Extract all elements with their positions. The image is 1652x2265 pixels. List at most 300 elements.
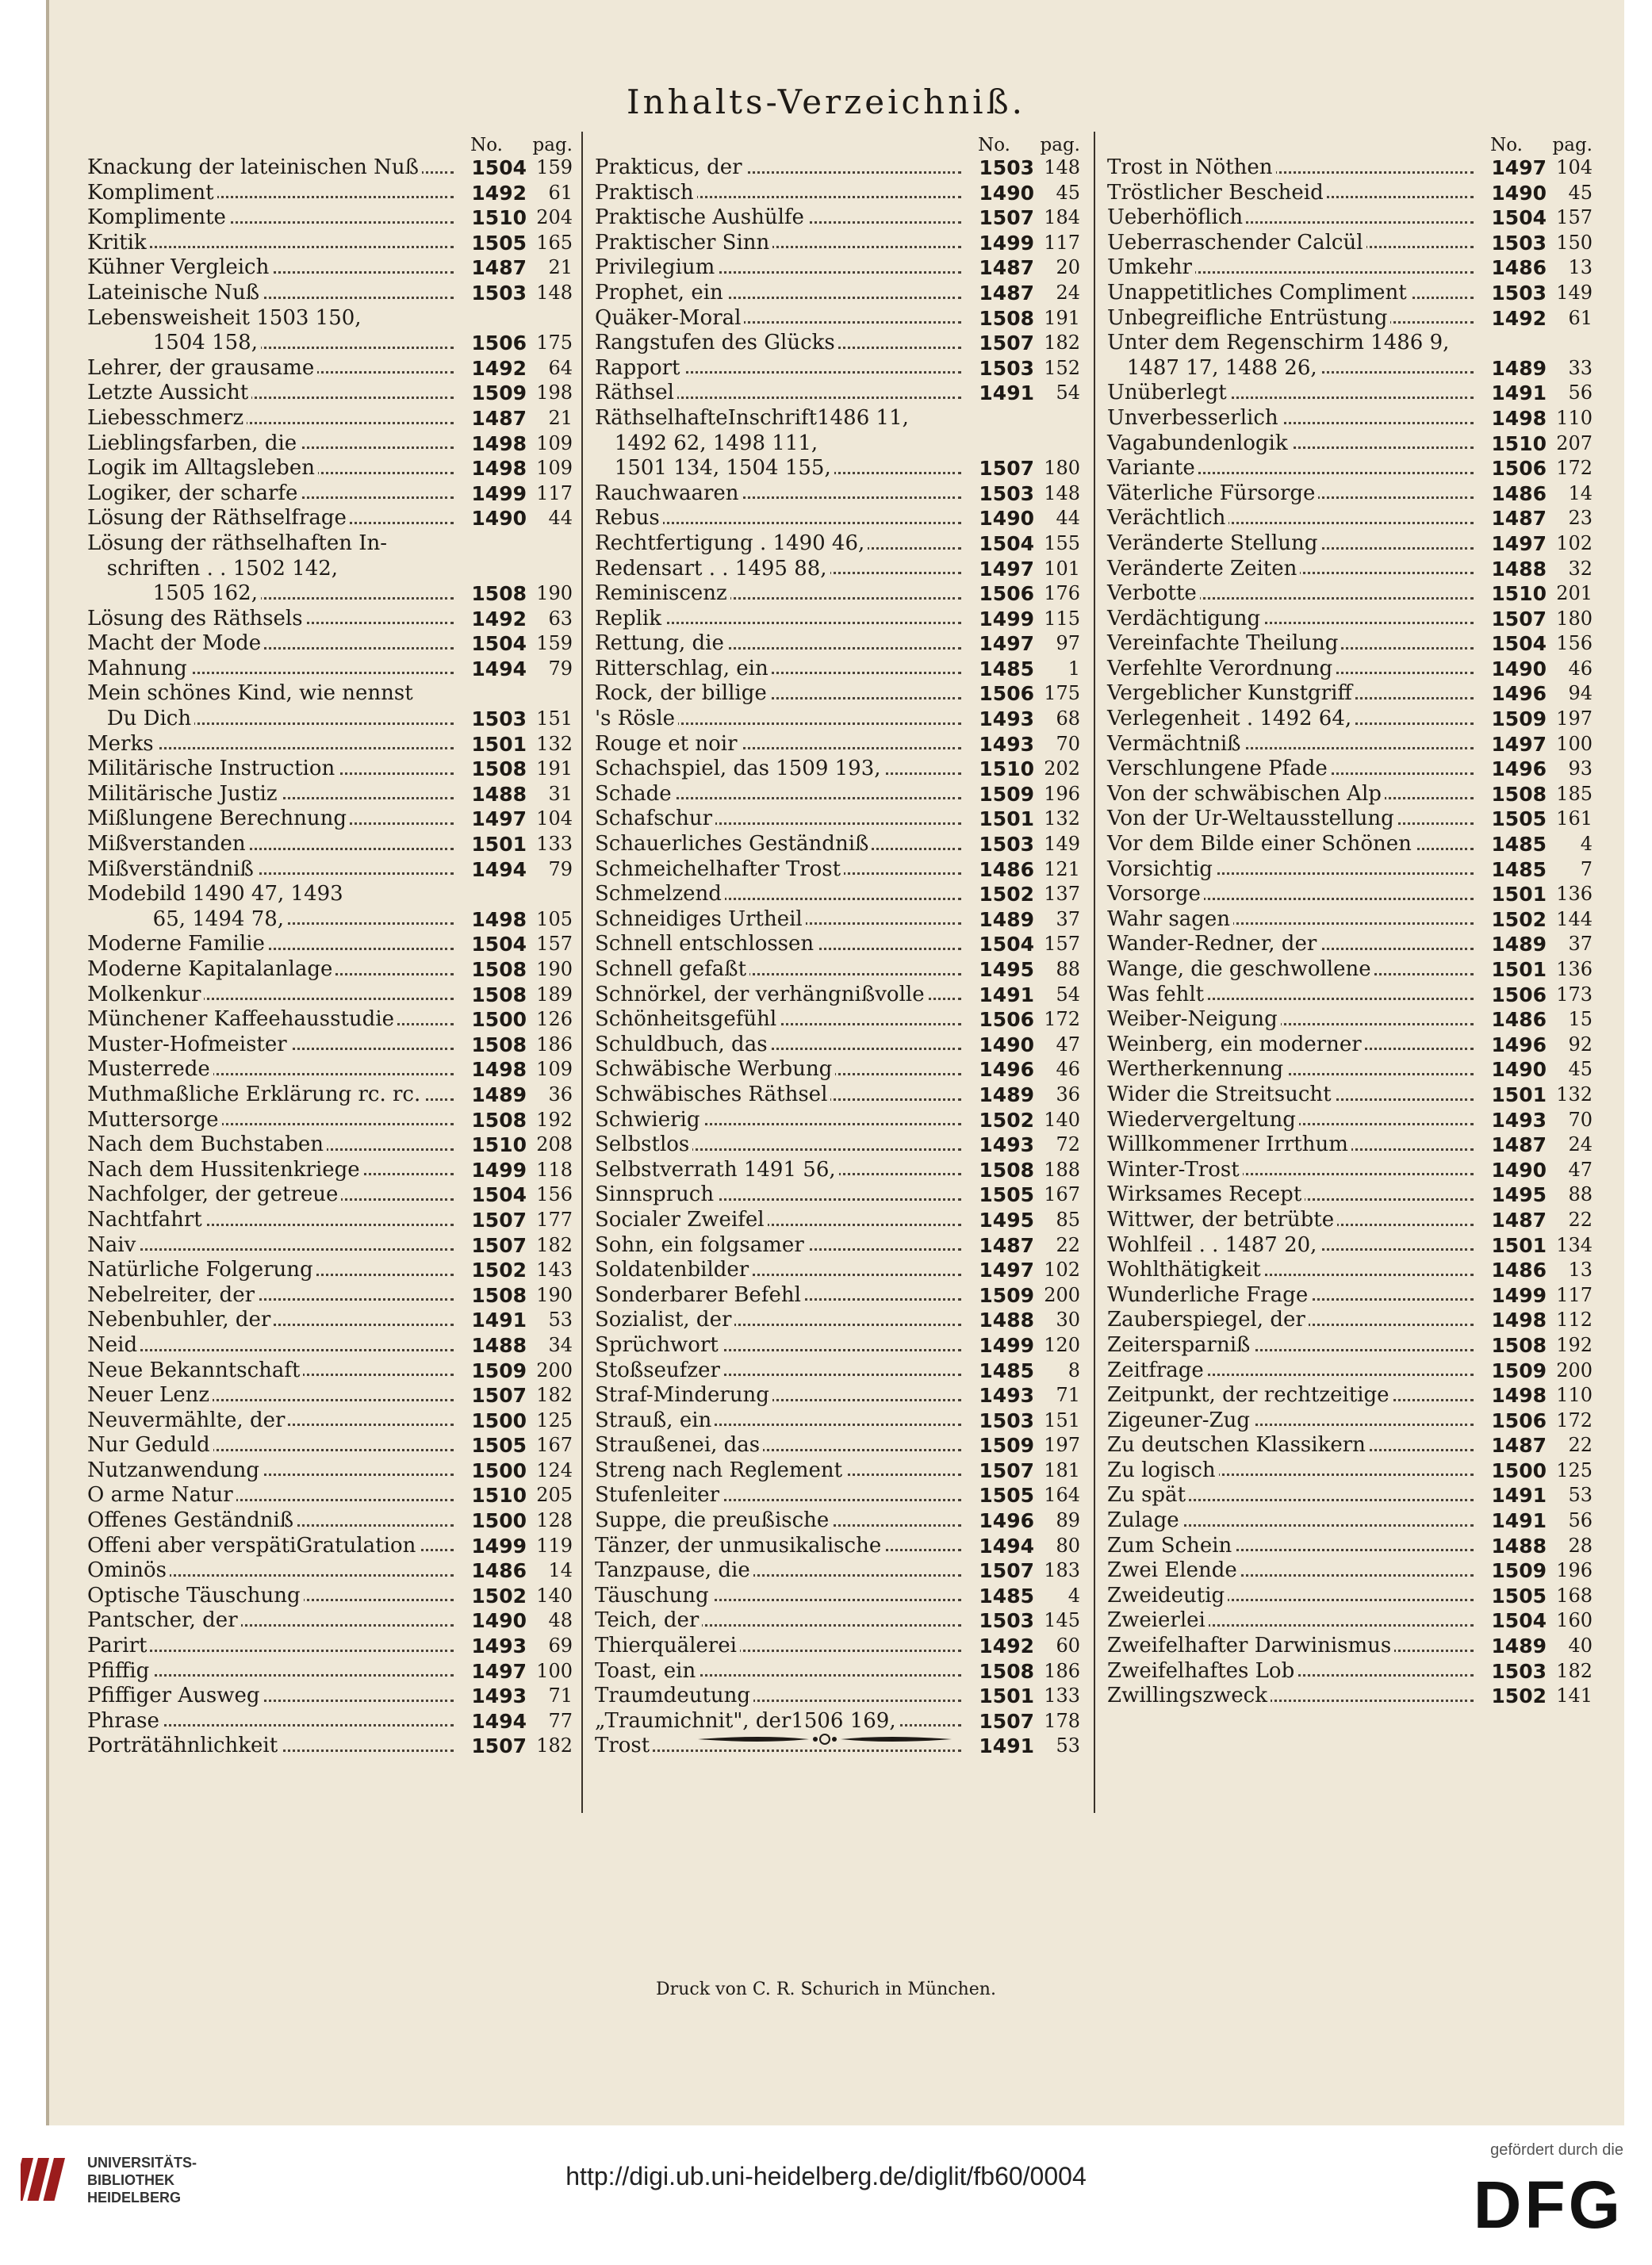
page-number: 204: [536, 206, 573, 229]
issue-number: 1496: [1488, 681, 1547, 707]
index-entry: [87, 757, 573, 782]
page-number: 181: [1044, 1458, 1080, 1481]
issue-number: 1485: [975, 1359, 1034, 1384]
entry-title: Zu spät: [1107, 1483, 1189, 1508]
entry-title: Willkommener Irrthum: [1107, 1132, 1351, 1158]
entry-title: Lehrer, der grausame: [87, 356, 317, 381]
entry-title: Rettung, die: [595, 631, 727, 657]
entry-title: Pfiffig: [87, 1659, 152, 1684]
entry-title: Unbegreifliche Entrüstung: [1107, 306, 1390, 332]
page-number: 79: [548, 857, 573, 880]
issue-number: 1501: [468, 832, 527, 857]
issue-number: 1497: [468, 807, 527, 832]
column-divider: [1094, 132, 1095, 1813]
page-number: 205: [536, 1484, 573, 1507]
index-entry: [595, 1584, 1080, 1609]
index-entry: [595, 807, 1080, 832]
page-number: 53: [1056, 1734, 1080, 1757]
page-number: 20: [1056, 256, 1080, 279]
issue-number: 1495: [975, 957, 1034, 983]
page-number: 175: [536, 332, 573, 355]
entry-title: Verbotte: [1107, 581, 1200, 607]
index-entry: [595, 857, 1080, 883]
page-number: 164: [1044, 1484, 1080, 1507]
entry-title: Schmeichelhafter Trost: [595, 857, 844, 883]
issue-number: 1490: [975, 1033, 1034, 1058]
issue-number: 1492: [468, 181, 527, 206]
page-number: 144: [1556, 907, 1593, 930]
index-column-1: [87, 132, 573, 1759]
issue-number: 1508: [468, 581, 527, 607]
entry-title: Vorsichtig: [1107, 857, 1216, 883]
index-entry: [87, 1584, 573, 1609]
entry-title: Musterrede: [87, 1057, 213, 1083]
entry-title: Schwierig: [595, 1108, 703, 1133]
entry-title: Quäker-Moral: [595, 306, 744, 332]
index-entry: [87, 907, 573, 933]
index-entry: [87, 456, 573, 481]
issue-number: 1506: [1488, 456, 1547, 481]
entry-title: Täuschung: [595, 1584, 712, 1609]
issue-number: 1503: [975, 155, 1034, 181]
issue-number: 1507: [468, 1734, 527, 1759]
issue-number: 1508: [1488, 782, 1547, 807]
entry-title: Natürliche Folgerung: [87, 1258, 316, 1283]
page-number: 60: [1056, 1635, 1080, 1658]
index-entry: [87, 1333, 573, 1359]
entry-title: Mahnung: [87, 657, 190, 682]
page-number: 172: [1044, 1008, 1080, 1031]
entry-title: Du Dich: [87, 707, 194, 732]
index-entry: [595, 1383, 1080, 1408]
index-entry: [595, 681, 1080, 707]
index-entry: [87, 1659, 573, 1684]
issue-number: 1506: [975, 581, 1034, 607]
index-entry: [1107, 907, 1593, 933]
entry-title: Lösung der räthselhaften In-: [87, 531, 390, 557]
entry-title: Wunderliche Frage: [1107, 1283, 1311, 1309]
entry-title: Mein schönes Kind, wie nennst: [87, 681, 416, 707]
issue-number: 1501: [1488, 957, 1547, 983]
entry-title: Weinberg, ein moderner: [1107, 1033, 1365, 1058]
entry-title: Rechtfertigung . 1490 46,: [595, 531, 868, 557]
issue-number: 1508: [468, 1108, 527, 1133]
issue-number: 1510: [468, 1483, 527, 1508]
issue-number: 1495: [1488, 1182, 1547, 1208]
issue-number: 1508: [468, 1033, 527, 1058]
entry-title: Streng nach Reglement: [595, 1458, 845, 1484]
issue-number: 1508: [468, 1283, 527, 1309]
entry-title: Schuldbuch, das: [595, 1033, 771, 1058]
issue-number: 1487: [975, 281, 1034, 306]
issue-number: 1489: [975, 1083, 1034, 1108]
issue-number: 1490: [1488, 1158, 1547, 1183]
issue-number: 1489: [1488, 932, 1547, 957]
index-entry: [595, 1458, 1080, 1484]
index-entry: [1107, 1584, 1593, 1609]
page-number: 8: [1067, 1359, 1080, 1382]
page-number: 22: [1568, 1208, 1593, 1231]
page-number: 45: [1568, 181, 1593, 204]
entry-title: Privilegium: [595, 255, 718, 281]
entry-title: Schwäbische Werbung: [595, 1057, 835, 1083]
issue-number: 1509: [1488, 707, 1547, 732]
entry-title: Liebesschmerz: [87, 406, 247, 431]
issue-number: 1510: [975, 757, 1034, 782]
page-number: 89: [1056, 1509, 1080, 1532]
page-number: 184: [1044, 206, 1080, 229]
page-number: 133: [536, 833, 573, 856]
page-number: 13: [1568, 256, 1593, 279]
entry-title: Vereinfachte Theilung: [1107, 631, 1341, 657]
entry-title: Socialer Zweifel: [595, 1208, 768, 1233]
index-entry: [595, 1033, 1080, 1058]
entry-title: Rock, der billige: [595, 681, 770, 707]
page-number: 4: [1580, 833, 1593, 856]
page-number: 110: [1556, 406, 1593, 429]
index-entry: [595, 1233, 1080, 1259]
page-number: 157: [1044, 933, 1080, 956]
index-entry: [1107, 281, 1593, 306]
issue-number: 1503: [975, 832, 1034, 857]
entry-title: Vermächtniß: [1107, 732, 1244, 757]
index-entry: [87, 832, 573, 857]
page-number: 23: [1568, 507, 1593, 530]
entry-title: Muster-Hofmeister: [87, 1033, 290, 1058]
page-number: 72: [1056, 1133, 1080, 1156]
entry-title: Wander-Redner, der: [1107, 932, 1320, 957]
index-entry: [87, 557, 573, 582]
page-number: 37: [1568, 933, 1593, 956]
index-entry: [87, 1007, 573, 1033]
leader-dots: [87, 1248, 454, 1251]
entry-title: Parirt: [87, 1634, 150, 1659]
issue-number: 1499: [975, 607, 1034, 632]
entry-title: „Traumichnit", der1506 169,: [595, 1709, 899, 1734]
column-header: [1107, 132, 1593, 155]
page-number: 34: [548, 1333, 573, 1356]
index-entry: [595, 306, 1080, 332]
issue-number: 1498: [468, 456, 527, 481]
issue-number: 1503: [1488, 281, 1547, 306]
page-number: 159: [536, 632, 573, 655]
index-entry: [1107, 631, 1593, 657]
issue-number: 1504: [468, 631, 527, 657]
page-number: 63: [548, 607, 573, 630]
issue-number: 1503: [975, 1608, 1034, 1634]
entry-title: Verlegenheit . 1492 64,: [1107, 707, 1355, 732]
entry-title: 65, 1494 78,: [87, 907, 287, 933]
entry-title: Offeni aber verspätiGratulation: [87, 1534, 419, 1559]
issue-number: 1499: [468, 1158, 527, 1183]
page-number: 186: [1044, 1659, 1080, 1682]
index-entry: [595, 983, 1080, 1008]
page-number: 13: [1568, 1259, 1593, 1282]
header-no: No.: [470, 135, 503, 155]
index-entry: [87, 607, 573, 632]
issue-number: 1505: [468, 1433, 527, 1458]
page-number: 165: [536, 231, 573, 254]
entry-title: Suppe, die preußische: [595, 1508, 832, 1534]
entry-title: Praktische Aushülfe: [595, 205, 807, 231]
entry-title: Straf-Minderung: [595, 1383, 772, 1408]
page-number: 173: [1556, 983, 1593, 1006]
entry-title: Väterliche Fürsorge: [1107, 481, 1318, 507]
entry-title: Moderne Kapitalanlage: [87, 957, 335, 983]
index-entry: [1107, 1057, 1593, 1083]
index-entry: [595, 732, 1080, 757]
issue-number: 1489: [468, 1083, 527, 1108]
entry-title: Tänzer, der unmusikalische: [595, 1534, 884, 1559]
index-entry: [87, 983, 573, 1008]
index-entry: [87, 1182, 573, 1208]
page-number: 37: [1056, 907, 1080, 930]
entry-title: Sozialist, der: [595, 1308, 734, 1333]
issue-number: 1493: [975, 1383, 1034, 1408]
index-entry: [1107, 957, 1593, 983]
issue-number: 1490: [975, 506, 1034, 531]
index-entry: [1107, 406, 1593, 431]
page-number: 28: [1568, 1534, 1593, 1557]
issue-number: 1504: [975, 932, 1034, 957]
entry-title: Lösung des Räthsels: [87, 607, 306, 632]
entry-title: Ueberraschender Calcül: [1107, 231, 1366, 256]
issue-number: 1490: [1488, 657, 1547, 682]
entry-title: Logik im Alltagsleben: [87, 456, 318, 481]
index-entry: [87, 1283, 573, 1309]
page-number: 189: [536, 983, 573, 1006]
entry-title: Schade: [595, 782, 675, 807]
index-entry: [595, 406, 1080, 431]
index-entry: [1107, 1158, 1593, 1183]
issue-number: 1496: [1488, 757, 1547, 782]
index-entry: [1107, 832, 1593, 857]
page-number: 125: [536, 1408, 573, 1431]
issue-number: 1509: [975, 782, 1034, 807]
entry-title: Ominös: [87, 1558, 170, 1584]
issue-number: 1498: [1488, 1308, 1547, 1333]
issue-number: 1498: [1488, 406, 1547, 431]
issue-number: 1502: [975, 882, 1034, 907]
index-entry: [1107, 657, 1593, 682]
index-entry: [87, 1433, 573, 1458]
page-number: 160: [1556, 1609, 1593, 1632]
page-title: Inhalts-Verzeichniß.: [626, 82, 1025, 121]
index-entry: [1107, 1608, 1593, 1634]
entry-title: Nach dem Hussitenkriege: [87, 1158, 363, 1183]
page-number: 22: [1568, 1434, 1593, 1457]
index-entry: [87, 1558, 573, 1584]
page-number: 157: [1556, 206, 1593, 229]
entry-title: Praktischer Sinn: [595, 231, 772, 256]
entry-title: Trost: [595, 1734, 653, 1759]
issue-number: 1487: [1488, 506, 1547, 531]
issue-number: 1502: [1488, 1684, 1547, 1709]
entry-title: Stoßseufzer: [595, 1359, 723, 1384]
page-number: 132: [1044, 807, 1080, 830]
page-number: 117: [1044, 231, 1080, 254]
index-entry: [595, 1182, 1080, 1208]
page-number: 68: [1056, 707, 1080, 730]
entry-title: Straußenei, das: [595, 1433, 763, 1458]
issue-number: 1504: [975, 531, 1034, 557]
issue-number: 1507: [975, 1458, 1034, 1484]
printer-imprint: Druck von C. R. Schurich in München.: [656, 1979, 996, 1999]
index-entry: [1107, 1534, 1593, 1559]
issue-number: 1502: [975, 1108, 1034, 1133]
page-number: 30: [1056, 1309, 1080, 1332]
page-number: 182: [1556, 1659, 1593, 1682]
page-number: 109: [536, 1058, 573, 1081]
index-entry: [1107, 807, 1593, 832]
page-number: 133: [1044, 1684, 1080, 1707]
entry-title: Von der schwäbischen Alp: [1107, 782, 1385, 807]
index-entry: [1107, 1659, 1593, 1684]
issue-number: 1497: [975, 557, 1034, 582]
issue-number: 1492: [1488, 306, 1547, 332]
issue-number: 1502: [1488, 907, 1547, 933]
issue-number: 1504: [468, 1182, 527, 1208]
issue-number: 1491: [1488, 381, 1547, 406]
issue-number: 1487: [1488, 1433, 1547, 1458]
permalink-url[interactable]: http://digi.ub.uni-heidelberg.de/diglit/fb60/0004: [565, 2162, 1087, 2190]
index-entry: [595, 1108, 1080, 1133]
index-entry: [1107, 1634, 1593, 1659]
column-header: [595, 132, 1080, 155]
index-entry: [87, 1033, 573, 1058]
issue-number: 1509: [1488, 1359, 1547, 1384]
entry-title: Militärische Justiz: [87, 782, 281, 807]
page-number: 197: [1044, 1434, 1080, 1457]
entry-title: Vor dem Bilde einer Schönen: [1107, 832, 1415, 857]
index-entry: [595, 381, 1080, 406]
issue-number: 1496: [975, 1057, 1034, 1083]
entry-title: Weiber-Neigung: [1107, 1007, 1281, 1033]
page-number: 151: [1044, 1408, 1080, 1431]
issue-number: 1503: [975, 356, 1034, 381]
index-entry: [1107, 1558, 1593, 1584]
index-entry: [595, 782, 1080, 807]
issue-number: 1486: [1488, 1007, 1547, 1033]
index-entry: [87, 1383, 573, 1408]
issue-number: 1500: [1488, 1458, 1547, 1484]
page-number: 156: [1556, 632, 1593, 655]
issue-number: 1485: [1488, 857, 1547, 883]
issue-number: 1501: [1488, 1233, 1547, 1259]
page-number: 149: [1556, 281, 1593, 304]
page-number: 71: [548, 1684, 573, 1707]
index-entry: [1107, 1033, 1593, 1058]
issue-number: 1508: [975, 1659, 1034, 1684]
entry-title: Unter dem Regenschirm 1486 9,: [1107, 331, 1452, 356]
index-entry: [595, 1007, 1080, 1033]
index-entry: [595, 481, 1080, 507]
index-entry: [595, 331, 1080, 356]
index-entry: [595, 1308, 1080, 1333]
page-number: 190: [536, 958, 573, 980]
issue-number: 1500: [468, 1508, 527, 1534]
page-number: 69: [548, 1635, 573, 1658]
page-number: 155: [1044, 531, 1080, 554]
page-number: 148: [536, 281, 573, 304]
entry-title: Nebelreiter, der: [87, 1283, 258, 1309]
page-number: 190: [536, 1283, 573, 1306]
entry-title: Merks: [87, 732, 157, 757]
index-entry: [87, 1634, 573, 1659]
entry-title: Pfiffiger Ausweg: [87, 1684, 263, 1709]
issue-number: 1499: [468, 1534, 527, 1559]
entry-title: Wittwer, der betrübte: [1107, 1208, 1337, 1233]
issue-number: 1485: [975, 1584, 1034, 1609]
issue-number: 1487: [975, 255, 1034, 281]
page-number: 140: [1044, 1108, 1080, 1131]
entry-title: 1504 158,: [87, 331, 261, 356]
entry-title: Reminiscenz: [595, 581, 730, 607]
issue-number: 1497: [975, 631, 1034, 657]
issue-number: 1506: [1488, 983, 1547, 1008]
entry-title: Schwäbisches Räthsel: [595, 1083, 830, 1108]
issue-number: 1503: [1488, 231, 1547, 256]
entry-title: Lieblingsfarben, die: [87, 431, 300, 457]
page-number: 197: [1556, 707, 1593, 730]
entry-title: Lebensweisheit 1503 150,: [87, 306, 365, 332]
index-entry: [1107, 681, 1593, 707]
entry-title: Rapport: [595, 356, 684, 381]
entry-title: 1487 17, 1488 26,: [1107, 356, 1320, 381]
index-entry: [1107, 882, 1593, 907]
index-entry: [1107, 1483, 1593, 1508]
entry-title: Letzte Aussicht: [87, 381, 251, 406]
page-number: 109: [536, 431, 573, 454]
page-number: 168: [1556, 1584, 1593, 1607]
index-entry: [1107, 581, 1593, 607]
issue-number: 1489: [1488, 356, 1547, 381]
header-no: No.: [978, 135, 1010, 155]
entry-title: Was fehlt: [1107, 983, 1207, 1008]
page-number: 46: [1056, 1058, 1080, 1081]
index-entry: [1107, 757, 1593, 782]
library-name-line: BIBLIOTHEK: [87, 2172, 174, 2188]
issue-number: 1498: [468, 907, 527, 933]
index-entry: [1107, 1007, 1593, 1033]
page-number: 185: [1556, 782, 1593, 805]
issue-number: 1508: [468, 957, 527, 983]
issue-number: 1491: [468, 1308, 527, 1333]
page-number: 180: [1044, 457, 1080, 480]
entry-title: Selbstverrath 1491 56,: [595, 1158, 839, 1183]
entry-title: Unverbesserlich: [1107, 406, 1282, 431]
issue-number: 1507: [468, 1383, 527, 1408]
column-header: [87, 132, 573, 155]
index-entry: [1107, 1684, 1593, 1709]
page-number: 196: [1044, 782, 1080, 805]
index-entry: [87, 1483, 573, 1508]
entry-title: Moderne Familie: [87, 932, 268, 957]
issue-number: 1510: [1488, 581, 1547, 607]
index-entry: [87, 231, 573, 256]
issue-number: 1486: [468, 1558, 527, 1584]
page-number: 137: [1044, 883, 1080, 906]
issue-number: 1494: [975, 1534, 1034, 1559]
issue-number: 1504: [468, 155, 527, 181]
page-number: 180: [1556, 607, 1593, 630]
entry-title: Neid: [87, 1333, 140, 1359]
page-number: 117: [1556, 1283, 1593, 1306]
index-entry: [1107, 983, 1593, 1008]
entry-title: Nach dem Buchstaben: [87, 1132, 327, 1158]
entry-title: Räthsel: [595, 381, 677, 406]
page-number: 100: [1556, 732, 1593, 755]
